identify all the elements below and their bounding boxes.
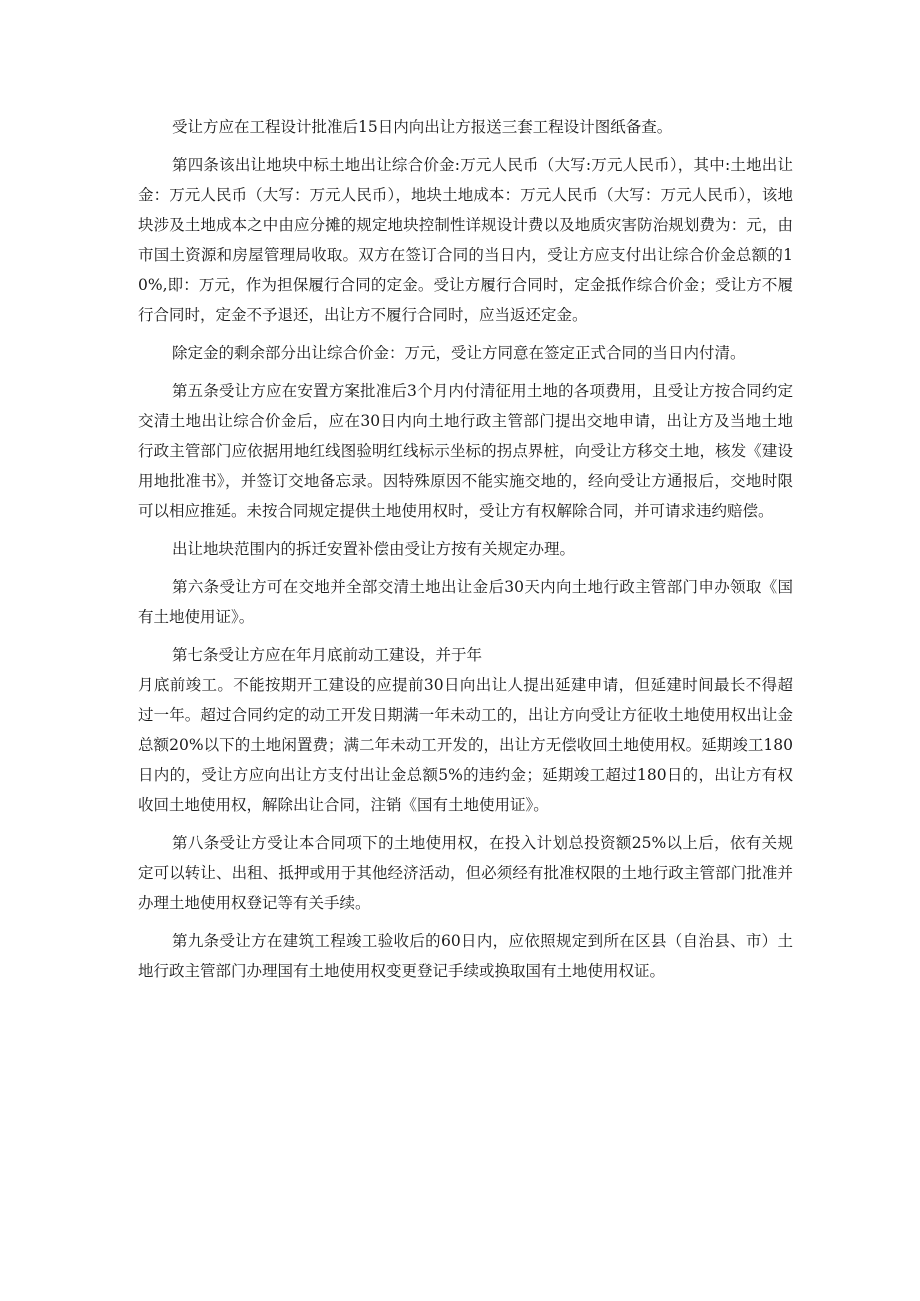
paragraph-article-8-transfer: 第八条受让方受让本合同项下的土地使用权，在投入计划总投资额25%以上后，依有关规定可以转让、出租、抵押或用于其他经济活动，但必须经有批准权限的土地行政主管部门批准并办理土地使用权登记等有关手续。 bbox=[138, 834, 793, 912]
paragraph-design-submission: 受让方应在工程设计批准后15日内向出让方报送三套工程设计图纸备查。 bbox=[172, 118, 673, 136]
paragraph-relocation-compensation: 出让地块范围内的拆迁安置补偿由受让方按有关规定办理。 bbox=[172, 540, 576, 558]
paragraph-remaining-payment: 除定金的剩余部分出让综合价金：万元，受让方同意在签定正式合同的当日内付清。 bbox=[172, 344, 746, 362]
paragraph-article-6-land-certificate: 第六条受让方可在交地并全部交清土地出让金后30天内向土地行政主管部门申办领取《国有土地使用证》。 bbox=[138, 578, 793, 626]
paragraph-article-7-start: 第七条受让方应在年月底前动工建设，并于年 bbox=[172, 646, 483, 664]
paragraph-article-9-registration: 第九条受让方在建筑工程竣工验收后的60日内，应依照规定到所在区县（自治县、市）土地行政主管部门办理国有土地使用权变更登记手续或换取国有土地使用权证。 bbox=[138, 932, 793, 980]
paragraph-article-7-continued: 月底前竣工。不能按期开工建设的应提前30日向出让人提出延建申请，但延建时间最长不得超过一年。超过合同约定的动工开发日期满一年未动工的，出让方向受让方征收土地使用权出让金总额20%以下的土地闲置费；满二年未动工开发的，出让方无偿收回土地使用权。延期竣工180日内的，受让方应向出让方支付出让金总额5%的违约金；延期竣工超过180日的，出让方有权收回土地使用权，解除出让合同，注销《国有土地使用证》。 bbox=[138, 676, 793, 814]
document-body bbox=[138, 112, 793, 994]
paragraph-article-4-price: 第四条该出让地块中标土地出让综合价金:万元人民币（大写:万元人民币），其中:土地出让金：万元人民币（大写：万元人民币），地块土地成本：万元人民币（大写：万元人民币），该地块涉及土地成本之中由应分摊的规定地块控制性详规设计费以及地质灾害防治规划费为：元，由市国土资源和房屋管理局收取。双方在签订合同的当日内，受让方应支付出让综合价金总额的10%,即：万元，作为担保履行合同的定金。受让方履行合同时，定金抵作综合价金；受让方不履行合同时，定金不予退还，出让方不履行合同时，应当返还定金。 bbox=[138, 156, 793, 324]
paragraph-article-5-land-delivery: 第五条受让方应在安置方案批准后3个月内付清征用土地的各项费用，且受让方按合同约定交清土地出让综合价金后，应在30日内向土地行政主管部门提出交地申请，出让方及当地土地行政主管部门应依据用地红线图验明红线标示坐标的拐点界桩，向受让方移交土地，核发《建设用地批准书》，并签订交地备忘录。因特殊原因不能实施交地的，经向受让方通报后，交地时限可以相应推延。未按合同规定提供土地使用权时，受让方有权解除合同，并可请求违约赔偿。 bbox=[138, 382, 793, 520]
